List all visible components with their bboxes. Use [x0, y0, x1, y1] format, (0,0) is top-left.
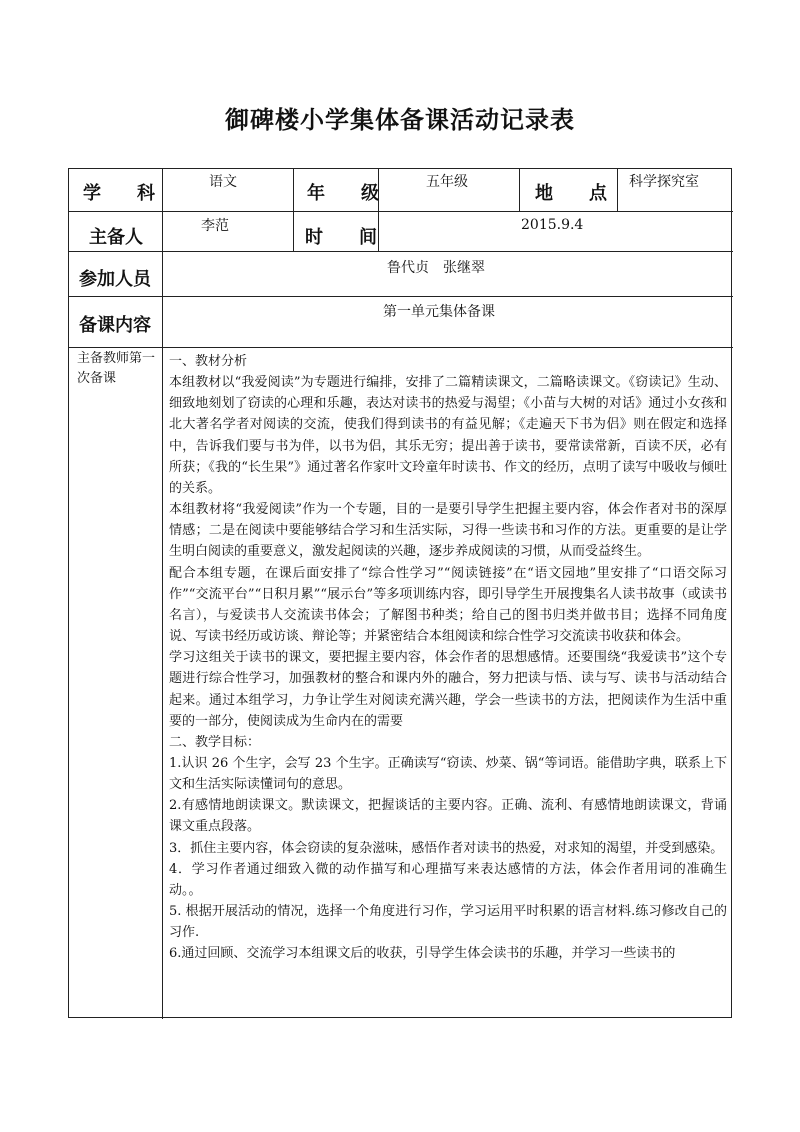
paragraph: 学习这组关于读书的课文，要把握主要内容，体会作者的思想感情。还要围绕“我爱读书”这个专题进行综合性学习，加强教材的整合和课内外的融合，努力把读与悟、读与写、读书与活动结合起来。通过本组学习，力争让学生对阅读充满兴趣，学会一些读书的方法，把阅读作为生活中重要的一部分，使阅读成为生命内在的需要	[169, 650, 727, 729]
paragraph: 二、教学目标：	[169, 734, 261, 750]
time-label: 时 间	[305, 227, 377, 248]
paragraph: 4．学习作者通过细致入微的动作描写和心理描写来表达感情的方法，体会作者用词的准确生动。。	[169, 861, 727, 898]
grade-label: 年 级	[307, 183, 379, 204]
paragraph: 配合本组专题，在课后面安排了“综合性学习”“阅读链接”在“语文园地”里安排了“口语交际习作”“交流平台”“日积月累”“展示台”等多项训练内容，即引导学生开展搜集名人读书故事（或读书名言），与爱读书人交流读书体会；了解图书种类；给自己的图书归类并做书目；选择不同角度说、写读书经历或访谈、辩论等；并紧密结合本组阅读和综合性学习交流读书收获和体会。	[169, 565, 727, 645]
paragraph: 5. 根据开展活动的情况，选择一个角度进行习作，学习运用平时积累的语言材料.练习修改自己的习作.	[169, 904, 727, 941]
place-value: 科学探究室	[629, 174, 699, 190]
time-value: 2015.9.4	[521, 217, 584, 233]
paragraph: 本组教材以“我爱阅读”为专题进行编排，安排了二篇精读课文，二篇略读课文。《窃读记》生动、细致地刻划了窃读的心理和乐趣，表达对读书的热爱与渴望；《小苗与大树的对话》通过小女孩和北大著名学者对阅读的交流，使我们得到读书的有益见解；《走遍天下书为侣》则在假定和选择中，告诉我们要与书为伴，以书为侣，其乐无穷；提出善于读书，要常读常新，百读不厌，必有所获；《我的“长生果”》通过著名作家叶文玲童年时读书、作文的经历，点明了读写中吸收与倾吐的关系。	[169, 375, 727, 496]
paragraph: 本组教材将“我爱阅读”作为一个专题，目的一是要引导学生把握主要内容，体会作者对书的深厚情感；二是在阅读中要能够结合学习和生活实际，习得一些读书和习作的方法。更重要的是让学生明白阅读的重要意义，激发起阅读的兴趣，逐步养成阅读的习惯，从而受益终生。	[169, 502, 727, 560]
subject-label: 学 科	[83, 183, 155, 204]
grade-value: 五年级	[426, 174, 468, 190]
paragraph: 3．抓住主要内容，体会窃读的复杂滋味，感悟作者对读书的热爱，对求知的渴望，并受到感染。	[169, 840, 724, 856]
paragraph: 2.有感情地朗读课文。默读课文，把握谈话的主要内容。正确、流利、有感情地朗读课文，背诵课文重点段落。	[169, 798, 727, 835]
page-title: 御碑楼小学集体备课活动记录表	[225, 106, 575, 134]
section-label: 主备教师第一次备课	[77, 351, 156, 386]
paragraph: 1.认识 26 个生字，会写 23 个生字。正确读写“窃读、炒菜、锅“等词语。能借助字典，联系上下文和生活实际读懂词句的意思。	[169, 755, 727, 793]
paragraph: 6.通过回顾、交流学习本组课文后的收获，引导学生体会读书的乐趣，并学习一些读书的	[169, 946, 676, 962]
paragraph: 一、教材分析	[169, 354, 248, 369]
participants-value: 鲁代贞 张继翠	[387, 260, 485, 276]
content-label: 备课内容	[79, 315, 151, 336]
lesson-plan-text	[169, 351, 727, 965]
place-label: 地 点	[535, 183, 607, 204]
content-value: 第一单元集体备课	[383, 304, 495, 320]
record-table	[68, 168, 732, 1018]
lead-teacher-value: 李范	[201, 218, 229, 234]
lead-teacher-label: 主备人	[89, 227, 143, 248]
subject-value: 语文	[209, 174, 237, 190]
participants-label: 参加人员	[79, 269, 151, 290]
